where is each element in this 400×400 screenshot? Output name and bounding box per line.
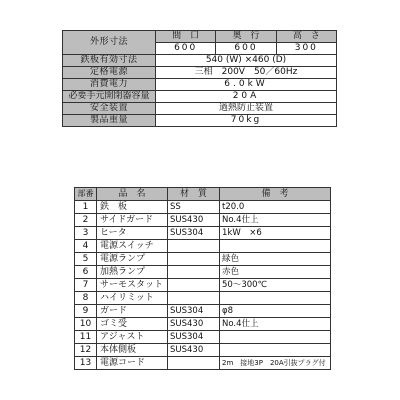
- parts-row: [75, 266, 331, 279]
- parts-cell-note: [220, 344, 331, 357]
- parts-body: [75, 201, 331, 370]
- parts-cell-note: No.4仕上: [220, 214, 331, 227]
- parts-header-no: 部番: [75, 188, 97, 201]
- parts-cell-name: 加熱ランプ: [97, 266, 168, 279]
- spec-row: [63, 55, 337, 67]
- parts-cell-name: ハイリミット: [97, 292, 168, 305]
- parts-row: [75, 279, 331, 292]
- spec-row-label: 定格電源: [63, 67, 156, 79]
- parts-cell-note: φ8: [220, 305, 331, 318]
- parts-cell-note: No.4仕上: [220, 318, 331, 331]
- parts-cell-material: [168, 292, 220, 305]
- parts-row: [75, 344, 331, 357]
- spec-table: [62, 30, 337, 127]
- parts-row: [75, 331, 331, 344]
- spec-row-label: 鉄板有効寸法: [63, 55, 156, 67]
- parts-cell-note: [220, 331, 331, 344]
- parts-row: [75, 201, 331, 214]
- spec-row-value: 20A: [156, 91, 337, 103]
- parts-cell-material: [168, 266, 220, 279]
- parts-row: [75, 214, 331, 227]
- parts-cell-no: 7: [75, 279, 97, 292]
- parts-cell-note: [220, 292, 331, 305]
- parts-cell-no: 12: [75, 344, 97, 357]
- parts-cell-name: 電源スイッチ: [97, 240, 168, 253]
- spec-row: [63, 91, 337, 103]
- parts-cell-name: サイドガード: [97, 214, 168, 227]
- parts-cell-note: 1kW ×6: [220, 227, 331, 240]
- parts-cell-no: 3: [75, 227, 97, 240]
- spec-row-label: 安全装置: [63, 103, 156, 115]
- spec-dims-value-width: 600: [156, 43, 216, 55]
- parts-cell-name: 電源ランプ: [97, 253, 168, 266]
- parts-cell-no: 9: [75, 305, 97, 318]
- parts-cell-note: 50〜300℃: [220, 279, 331, 292]
- spec-row: [63, 67, 337, 79]
- parts-table: [74, 187, 331, 370]
- parts-cell-material: SUS304: [168, 227, 220, 240]
- parts-row: [75, 318, 331, 331]
- parts-row: [75, 227, 331, 240]
- parts-cell-material: SUS430: [168, 214, 220, 227]
- parts-cell-material: [168, 279, 220, 292]
- parts-cell-note: 2m 接地3P 20A引抜プラグ付: [220, 357, 331, 370]
- spec-row: [63, 115, 337, 127]
- parts-cell-name: 電源コード: [97, 357, 168, 370]
- parts-cell-name: ヒータ: [97, 227, 168, 240]
- parts-row: [75, 305, 331, 318]
- spec-row-label: 必要手元開閉器容量: [63, 91, 156, 103]
- parts-cell-material: SS: [168, 201, 220, 214]
- parts-cell-name: アジャスト: [97, 331, 168, 344]
- spec-dims-header-depth: 奥 行: [216, 31, 276, 43]
- spec-row-label: 製品重量: [63, 115, 156, 127]
- parts-cell-material: [168, 253, 220, 266]
- parts-cell-material: SUS430: [168, 344, 220, 357]
- parts-row: [75, 292, 331, 305]
- parts-cell-no: 8: [75, 292, 97, 305]
- parts-cell-name: ゴミ受: [97, 318, 168, 331]
- spec-row-value: 540 (W) ×460 (D): [156, 55, 337, 67]
- parts-cell-no: 5: [75, 253, 97, 266]
- parts-cell-note: [220, 240, 331, 253]
- spec-row-value: 6.0kW: [156, 79, 337, 91]
- parts-cell-no: 2: [75, 214, 97, 227]
- spec-row-value: 70kg: [156, 115, 337, 127]
- parts-header-note: 備 考: [220, 188, 331, 201]
- parts-cell-no: 1: [75, 201, 97, 214]
- parts-row: [75, 253, 331, 266]
- spec-dims-value-depth: 600: [216, 43, 276, 55]
- spec-dims-header-height: 高 さ: [276, 31, 336, 43]
- parts-cell-name: サーモスタット: [97, 279, 168, 292]
- parts-cell-name: 本体側板: [97, 344, 168, 357]
- parts-cell-note: 赤色: [220, 266, 331, 279]
- parts-cell-no: 4: [75, 240, 97, 253]
- spec-dims-value-height: 300: [276, 43, 336, 55]
- parts-cell-material: SUS304: [168, 331, 220, 344]
- spec-row: [63, 79, 337, 91]
- spec-row-label: 消費電力: [63, 79, 156, 91]
- parts-cell-material: [168, 240, 220, 253]
- parts-cell-material: [168, 357, 220, 370]
- parts-cell-material: SUS304: [168, 305, 220, 318]
- parts-header-name: 品 名: [97, 188, 168, 201]
- spec-dims-header-row: [63, 31, 337, 43]
- parts-cell-material: SUS430: [168, 318, 220, 331]
- spec-row-value: 過熱防止装置: [156, 103, 337, 115]
- parts-header-row: [75, 188, 331, 201]
- parts-cell-note: t20.0: [220, 201, 331, 214]
- parts-header-material: 材 質: [168, 188, 220, 201]
- parts-cell-no: 11: [75, 331, 97, 344]
- parts-row: [75, 357, 331, 370]
- parts-cell-no: 6: [75, 266, 97, 279]
- parts-cell-no: 10: [75, 318, 97, 331]
- parts-cell-name: 鉄 板: [97, 201, 168, 214]
- spec-label-outer-dims: 外形寸法: [63, 31, 156, 55]
- parts-cell-note: 緑色: [220, 253, 331, 266]
- parts-cell-name: ガード: [97, 305, 168, 318]
- spec-dims-header-width: 間 口: [156, 31, 216, 43]
- parts-cell-no: 13: [75, 357, 97, 370]
- parts-row: [75, 240, 331, 253]
- spec-row-value: 三相 200V 50／60Hz: [156, 67, 337, 79]
- spec-row: [63, 103, 337, 115]
